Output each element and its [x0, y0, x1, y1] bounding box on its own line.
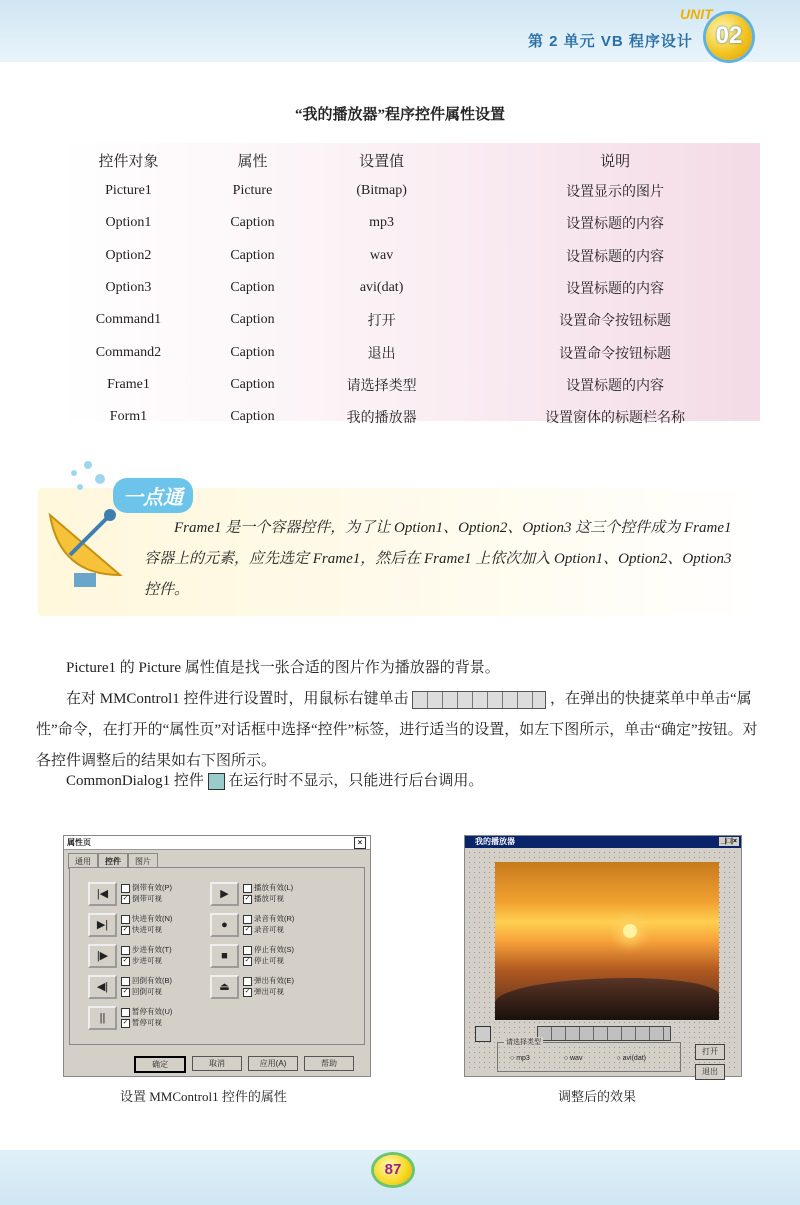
checkbox-box-icon[interactable]: ✓ — [244, 987, 251, 995]
dialog-titlebar — [64, 836, 370, 850]
mci-control-row — [88, 913, 172, 937]
checkbox-c1[interactable] — [243, 882, 293, 893]
checkbox-label: 停止可视 — [254, 956, 284, 965]
table-cell: 设置标题的内容 — [566, 217, 665, 233]
table-cell: Caption — [230, 376, 275, 392]
table-cell: 退出 — [367, 346, 396, 362]
checkbox-label: 倒带可视 — [132, 894, 162, 903]
table-cell: Caption — [230, 409, 275, 425]
checkbox-box-icon[interactable] — [121, 977, 130, 986]
apply-button[interactable]: 应用(A) — [248, 1056, 298, 1071]
checkbox-label: 倒带有效(P) — [132, 883, 172, 892]
table-body — [55, 175, 770, 433]
checkbox-label: 步进有效(T) — [132, 945, 172, 954]
checkbox-group — [243, 882, 293, 904]
mci-button-icon: ■ — [210, 944, 239, 968]
table-cell: Picture — [232, 183, 273, 199]
frame-label: 请选择类型 — [506, 1039, 541, 1046]
checkbox-group — [243, 975, 294, 997]
checkbox-label: 录音可视 — [254, 925, 284, 934]
table-cell: wav — [369, 247, 394, 263]
mci-control-row — [88, 944, 172, 968]
table-cell: Command1 — [95, 312, 162, 328]
checkbox-box-icon[interactable] — [121, 946, 130, 955]
window-title: 我的播放器 — [475, 837, 515, 846]
mci-control-row — [88, 882, 172, 906]
table-cell: mp3 — [369, 215, 395, 231]
table-cell: 设置标题的内容 — [566, 282, 665, 298]
table-cell: Frame1 — [107, 376, 150, 392]
checkbox-group — [243, 944, 294, 966]
mci-button-icon: || — [88, 1006, 117, 1030]
table-cell: Caption — [230, 247, 275, 263]
mci-button-icon: |▶ — [88, 944, 117, 968]
exit-button[interactable]: 退出 — [695, 1064, 725, 1080]
mci-control-row — [210, 913, 294, 937]
mci-control-row — [88, 975, 172, 999]
unit-number: 02 — [715, 22, 743, 49]
mmcontrol-bar[interactable] — [537, 1026, 671, 1041]
table-cell: Picture1 — [105, 183, 152, 199]
option-mp3[interactable]: ○ mp3 — [510, 1055, 530, 1062]
table-header-row — [55, 145, 770, 175]
checkbox-group — [243, 913, 294, 935]
checkbox-box-icon[interactable] — [243, 884, 252, 893]
paragraph-mmcontrol-end: ，在弹出的快捷菜单中单击“属性”命令，在打开的“属性页”对话框中选择“控件”标签，进行适当的设置，如左下图所示，单击“确定”按钮。对各控件调整后的结果如右下图所示。 — [36, 691, 758, 769]
checkbox-group — [121, 944, 172, 966]
table-cell: 设置窗体的标题栏名称 — [545, 411, 686, 427]
mci-button-icon: ◀| — [88, 975, 117, 999]
checkbox-label: 回倒可视 — [132, 987, 162, 996]
table-row — [55, 401, 770, 433]
picture-box — [495, 862, 719, 1020]
mmcontrol-bar-icon — [412, 691, 546, 709]
checkbox-c2[interactable] — [243, 924, 294, 935]
checkbox-box-icon[interactable] — [121, 915, 130, 924]
tip-title: 一点通 — [113, 478, 193, 513]
checkbox-label: 暂停可视 — [132, 1018, 162, 1027]
checkbox-group — [121, 975, 172, 997]
table-cell: Caption — [230, 215, 275, 231]
window-form — [467, 850, 737, 1076]
checkbox-c2[interactable] — [121, 924, 172, 935]
paragraph-commondialog-start: CommonDialog1 控件 — [66, 773, 204, 789]
mci-button-icon: ⏏ — [210, 975, 239, 999]
table-cell: 设置标题的内容 — [566, 378, 665, 394]
tip-text: Frame1 是一个容器控件，为了让 Option1、Option2、Option3 这三个控件成为 Frame1 容器上的元素，应先选定 Frame1，然后在 Frame1 上依次加入 Option1、Option2、Option3 控件。 — [144, 520, 732, 598]
mci-control-row — [210, 882, 293, 906]
table-cell: 打开 — [367, 314, 396, 330]
paragraph-commondialog — [36, 766, 764, 797]
table-cell: avi(dat) — [359, 280, 404, 296]
checkbox-label: 播放可视 — [254, 894, 284, 903]
table-header-cell: 属性 — [237, 153, 268, 170]
checkbox-label: 回倒有效(B) — [132, 976, 172, 985]
unit-label: UNIT — [680, 6, 713, 22]
checkbox-c2[interactable] — [121, 893, 172, 904]
table-row — [55, 336, 770, 368]
help-button[interactable]: 帮助 — [304, 1056, 354, 1071]
checkbox-label: 播放有效(L) — [254, 883, 294, 892]
window-controls[interactable]: _|□|× — [720, 838, 737, 845]
tab-general[interactable]: 通用 — [68, 853, 98, 869]
checkbox-c1[interactable] — [243, 913, 294, 924]
checkbox-box-icon[interactable] — [243, 915, 252, 924]
checkbox-c1[interactable] — [121, 913, 172, 924]
mci-button-icon: ● — [210, 913, 239, 937]
checkbox-c1[interactable] — [121, 944, 172, 955]
checkbox-box-icon[interactable]: ✓ — [122, 956, 129, 964]
window-titlebar — [465, 836, 741, 848]
caption-right: 调整后的效果 — [558, 1089, 637, 1104]
checkbox-group — [121, 1006, 172, 1028]
table-row — [55, 175, 770, 207]
table-cell: (Bitmap) — [356, 183, 407, 199]
table-title: “我的播放器”程序控件属性设置 — [294, 107, 505, 123]
checkbox-c2[interactable] — [243, 893, 293, 904]
checkbox-box-icon[interactable] — [121, 884, 130, 893]
table-cell: Caption — [230, 344, 275, 360]
player-window — [464, 835, 742, 1077]
checkbox-label: 快进可视 — [132, 925, 162, 934]
checkbox-box-icon[interactable]: ✓ — [122, 894, 129, 902]
close-icon[interactable]: × — [354, 837, 366, 849]
checkbox-box-icon[interactable] — [121, 1008, 130, 1017]
checkbox-label: 暂停有效(U) — [132, 1007, 173, 1016]
checkbox-c2[interactable] — [121, 1017, 172, 1028]
checkbox-box-icon[interactable] — [243, 946, 252, 955]
checkbox-c1[interactable] — [121, 1006, 172, 1017]
sun-graphic — [623, 924, 637, 938]
checkbox-box-icon[interactable]: ✓ — [244, 894, 251, 902]
table-cell: 设置标题的内容 — [566, 249, 665, 265]
paragraph-mmcontrol — [36, 684, 764, 777]
checkbox-label: 弹出有效(E) — [254, 976, 294, 985]
table-cell: 设置命令按钮标题 — [559, 346, 672, 362]
paragraph-mmcontrol-start: 在对 MMControl1 控件进行设置时，用鼠标右键单击 — [66, 691, 409, 707]
table-cell: 请选择类型 — [346, 378, 417, 394]
checkbox-label: 停止有效(S) — [254, 945, 294, 954]
checkbox-c1[interactable] — [243, 975, 294, 986]
table-row — [55, 369, 770, 401]
checkbox-label: 步进可视 — [132, 956, 162, 965]
checkbox-box-icon[interactable]: ✓ — [244, 925, 251, 933]
checkbox-group — [121, 913, 172, 935]
checkbox-group — [121, 882, 172, 904]
option-wav[interactable]: ○ wav — [563, 1055, 583, 1062]
chapter-title: 第 2 单元 VB 程序设计 — [528, 33, 693, 50]
option-avi[interactable]: ○ avi(dat) — [616, 1055, 646, 1062]
property-table — [55, 145, 770, 433]
checkbox-c2[interactable] — [243, 955, 294, 966]
checkbox-c1[interactable] — [121, 975, 172, 986]
checkbox-c2[interactable] — [121, 986, 172, 997]
paragraph-picture: Picture1 的 Picture 属性值是找一张合适的图片作为播放器的背景。 — [66, 660, 500, 676]
table-header-cell: 说明 — [600, 153, 631, 170]
tab-controls[interactable]: 控件 — [98, 853, 128, 869]
table-row — [55, 240, 770, 272]
table-cell: 设置显示的图片 — [566, 185, 665, 201]
type-options — [510, 1055, 646, 1062]
type-frame — [497, 1039, 681, 1072]
mci-control-row — [88, 1006, 172, 1030]
option-avi-label: avi(dat) — [622, 1055, 646, 1062]
table-cell: Caption — [230, 312, 275, 328]
satellite-dish-icon — [40, 455, 140, 595]
page-number: 87 — [374, 1155, 412, 1185]
table-cell: 我的播放器 — [346, 411, 417, 427]
checkbox-box-icon[interactable] — [243, 977, 252, 986]
dialog-buttons — [134, 1056, 354, 1073]
checkbox-label: 弹出可视 — [254, 987, 284, 996]
paragraph-commondialog-end: 在运行时不显示，只能进行后台调用。 — [228, 773, 484, 789]
checkbox-box-icon[interactable]: ✓ — [122, 925, 129, 933]
checkbox-label: 录音有效(R) — [254, 914, 295, 923]
checkbox-box-icon[interactable]: ✓ — [122, 987, 129, 995]
property-page-dialog — [63, 835, 371, 1077]
table-row — [55, 272, 770, 304]
commondialog-icon — [208, 773, 225, 790]
checkbox-box-icon[interactable]: ✓ — [122, 1018, 129, 1026]
mci-button-icon: |◀ — [88, 882, 117, 906]
checkbox-label: 快进有效(N) — [132, 914, 173, 923]
checkbox-c1[interactable] — [121, 882, 172, 893]
table-cell: Form1 — [109, 409, 148, 425]
controls-panel — [69, 867, 365, 1045]
table-cell: 设置命令按钮标题 — [559, 314, 672, 330]
table-cell: Option1 — [105, 215, 152, 231]
table-row — [55, 207, 770, 239]
checkbox-c1[interactable] — [243, 944, 294, 955]
option-wav-label: wav — [570, 1055, 583, 1062]
table-header-cell: 控件对象 — [98, 153, 159, 170]
dialog-title: 属性页 — [67, 838, 91, 847]
checkbox-box-icon[interactable]: ✓ — [244, 956, 251, 964]
page-header — [0, 0, 800, 62]
commondialog-icon — [475, 1026, 491, 1042]
open-button[interactable]: 打开 — [695, 1044, 725, 1060]
mci-control-row — [210, 944, 294, 968]
ok-button[interactable]: 确定 — [134, 1056, 186, 1073]
unit-badge — [706, 14, 752, 60]
table-cell: Caption — [230, 280, 275, 296]
table-cell: Option2 — [105, 247, 152, 263]
cancel-button[interactable]: 取消 — [192, 1056, 242, 1071]
mci-button-icon: ▶| — [88, 913, 117, 937]
tab-picture[interactable]: 图片 — [128, 853, 158, 869]
checkbox-c2[interactable] — [121, 955, 172, 966]
hills-graphic — [495, 978, 719, 1020]
mci-button-icon: ▶ — [210, 882, 239, 906]
mci-control-row — [210, 975, 294, 999]
caption-left: 设置 MMControl1 控件的属性 — [120, 1089, 287, 1104]
table-cell: Command2 — [95, 344, 162, 360]
table-row — [55, 304, 770, 336]
option-mp3-label: mp3 — [516, 1055, 530, 1062]
table-header-cell: 设置值 — [359, 153, 405, 170]
checkbox-c2[interactable] — [243, 986, 294, 997]
table-cell: Option3 — [105, 280, 152, 296]
